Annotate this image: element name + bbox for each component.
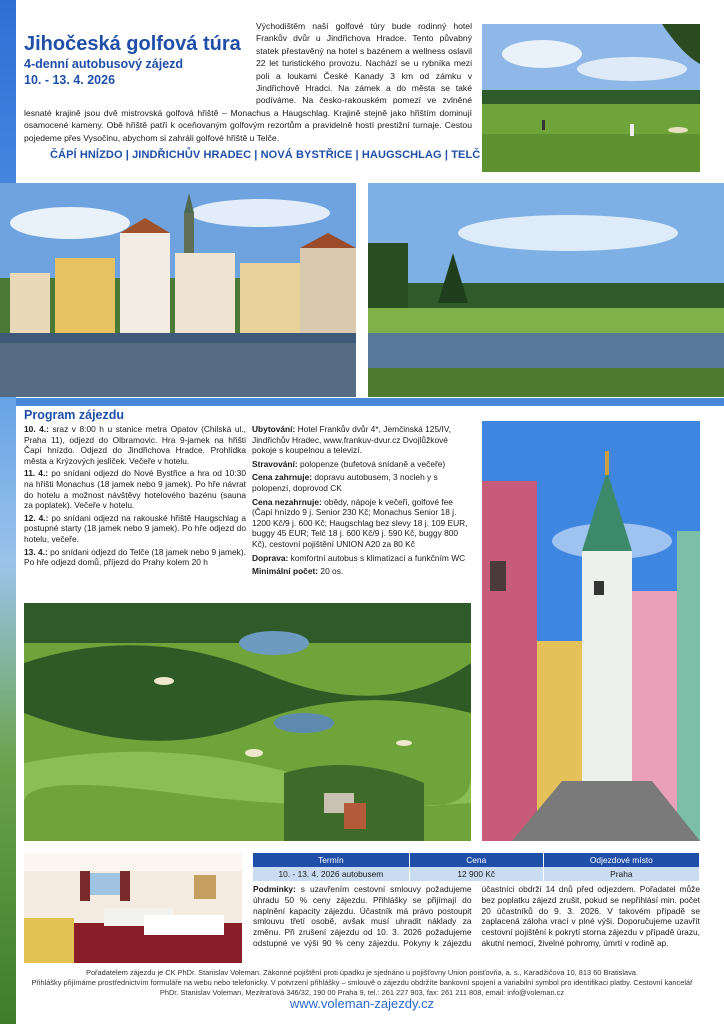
- tour-info: [252, 424, 474, 580]
- program-day-text: po snídani odjezd do Nové Bystřice a hra od 10:30 na hřišti Monachus (18 jamek nebo 9 jamek). Po hře návrat do hotelu a možnost návštěvy hotelového bazénu (sauna za poplatek). Večeře v hotelu.: [24, 468, 246, 511]
- header: [24, 32, 254, 88]
- footer: [24, 968, 700, 998]
- cell-departure: Praha: [543, 867, 699, 881]
- page-title: Jihočeská golfová túra: [24, 33, 241, 55]
- program-days: [24, 424, 246, 570]
- cell-price: 12 900 Kč: [409, 867, 543, 881]
- photo-telc-tower: [482, 421, 700, 841]
- header-departure: Odjezdové místo: [543, 853, 699, 867]
- program-day-label: 13. 4.:: [24, 546, 48, 557]
- price-table-header: [253, 853, 700, 867]
- info-price-excludes: Cena nezahrnuje: obědy, nápoje k večeři, golfové fee (Čapí hnízdo 9 j. Senior 230 Kč; Monachus Senior 18 j. 1200 Kč/9 j. 600 Kč; Haugschlag bez slevy 18 j. 109 EUR, buggy 45 EUR; Telč 18 j. 600 Kč/9 j. 590 Kč, buggy 800 Kč), cestovní pojištění UNION A20 za 80 Kč: [252, 496, 468, 549]
- program-day: [24, 547, 246, 568]
- info-min-participants: Minimální počet: 20 os.: [252, 566, 344, 577]
- booking-conditions: [253, 884, 700, 949]
- program-day-text: po snídani odjezd do Telče (18 jamek nebo 9 jamek). Po hře odjezd domů, příjezd do Prahy kolem 20 h: [24, 546, 246, 568]
- photo-golfers: [482, 24, 700, 172]
- info-meals: Stravování: polopenze (bufetová snídaně a večeře): [252, 458, 446, 469]
- program-day-label: 12. 4.:: [24, 512, 49, 523]
- info-price-includes: Cena zahrnuje: dopravu autobusem, 3 nocleh y s polopenzí, doprovod CK: [252, 472, 438, 493]
- info-transport: Doprava: komfortní autobus s klimatizací a funkčním WC: [252, 552, 466, 563]
- info-accommodation: Ubytování: Hotel Frankův dvůr 4*, Jemčinská 125/IV, Jindřichův Hradec, www.frankuv-dvur.cz Dvojlůžkové pokoje s koupelnou a televizí.: [252, 424, 451, 456]
- page-subtitle: 4-denní autobusový zájezd: [24, 57, 184, 71]
- program-day-text: sraz v 8:00 h u stanice metra Opatov (Chilská ul., Praha 11), odjezd do Olbramovic. Hra 9-jamek na hřišti Čapí hnízdo. Odjezd do Jindřichova Hradce. Prohlídka města a Krýzových jesliček. Večeře v hotelu.: [24, 424, 247, 466]
- website-link[interactable]: www.voleman-zajezdy.cz: [289, 996, 435, 1011]
- intro-text: Východištěm naší golfové túry bude rodinný hotel Frankův dvůr u Jindřichova Hradce. Tento půvabný statek přestavěný na hotel s bazénem a wellness oslavil 22 let turistického provozu. Nachází se u rybníka mezi poli a loukami České Kanady 3 km od zámku v Jindřichově Hradci. Na zámek a do města se také podíváme. Na česko-rakouském pomezí ve zvlněné lesnaté krajině jsou dvě mistrovská golfová hřiště – Monachus a Haugschlag. Krajině stejně jako hřištím dominují osamocené kameny. Obě hřiště patří k oceňovaným golfovým rezortům a pravidelně hostí prestižní turnaje. Cestou pojedeme přes Vysočinu, abychom si zahráli golfové hřiště u Telče.: [24, 21, 472, 143]
- footer-contact: Přihlášky přijímáme prostřednictvím formuláře na webu nebo telefonicky. V potvrzení přihlášky – smlouvě o zájezdu obdržíte bankovní spojení a variabilní symbol pro identifikaci platby. Cestovní kancelář PhDr. Stanislav Voleman, Mezitraťová 346/32, 190 00 Praha 9, tel.: 261 227 903, fax: 261 211 808, email: info@voleman.cz: [31, 978, 693, 997]
- program-day-label: 11. 4.:: [24, 468, 49, 479]
- program-day: [24, 424, 246, 466]
- program-day-label: 10. 4.:: [24, 424, 49, 434]
- footer-organizer: Pořadatelem zájezdu je CK PhDr. Stanislav Voleman. Zákonné pojištění proti úpadku je sjednáno u pojišťovny Union poisťovňa, a. s., Karadžičova 10, 813 60 Bratislava.: [86, 968, 638, 977]
- program-title: Program zájezdu: [24, 408, 125, 422]
- cell-term: 10. - 13. 4. 2026 autobusem: [253, 867, 409, 881]
- program-day: [24, 468, 246, 510]
- conditions-label: Podmínky:: [253, 884, 296, 894]
- places-list: ČÁPÍ HNÍZDO | JINDŘICHŮV HRADEC | NOVÁ BYSTŘICE | HAUGSCHLAG | TELČ: [50, 149, 481, 161]
- program-day: [24, 513, 246, 545]
- header-price: Cena: [409, 853, 543, 867]
- decorative-side-strip: [0, 0, 16, 1024]
- photo-town-jindrichuv-hradec: [0, 183, 356, 397]
- photo-golf-lake: [368, 183, 724, 397]
- table-row: [253, 867, 700, 881]
- price-table: [253, 853, 700, 881]
- photo-hotel-room: [24, 853, 242, 963]
- header-term: Termín: [253, 853, 409, 867]
- program-day-text: po snídani odjezd na rakouské hřiště Haugschlag a postupné starty (18 jamek nebo 9 jamek). Po hře odjezd do hotelu, večeře.: [24, 512, 246, 544]
- conditions-text: s uzavřením cestovní smlouvy požadujeme úhradu 50 % ceny zájezdu. Přihlášky se přijímají do naplnění kapacity zájezdu. Účastník má právo postoupit smlouvu třetí osobě, avšak musí uhradit náklady za změnu. Při zrušení zájezdu od 10. 3. 2026 požadujeme odstupné ve výši 90 % ceny zájezdu. Pokyny k zájezdu účastníci obdrží 14 dnů před odjezdem. Pořadatel může bez poplatku zájezd zrušit, pokud se nepřihlásí min. počet 20 účastníků do 9. 3. 2026. V takovém případě se zaplacená záloha vrací v plné výši. Doporučujeme uzavřít cestovní pojištění k pokrytí storna zájezdu v případě úrazu, akutní nemoci, živelné pohromy, úmrtí v rodině ap.: [253, 884, 700, 948]
- section-divider-bar: [16, 398, 724, 406]
- photo-golf-aerial: [24, 603, 471, 841]
- tour-dates: 10. - 13. 4. 2026: [24, 73, 116, 87]
